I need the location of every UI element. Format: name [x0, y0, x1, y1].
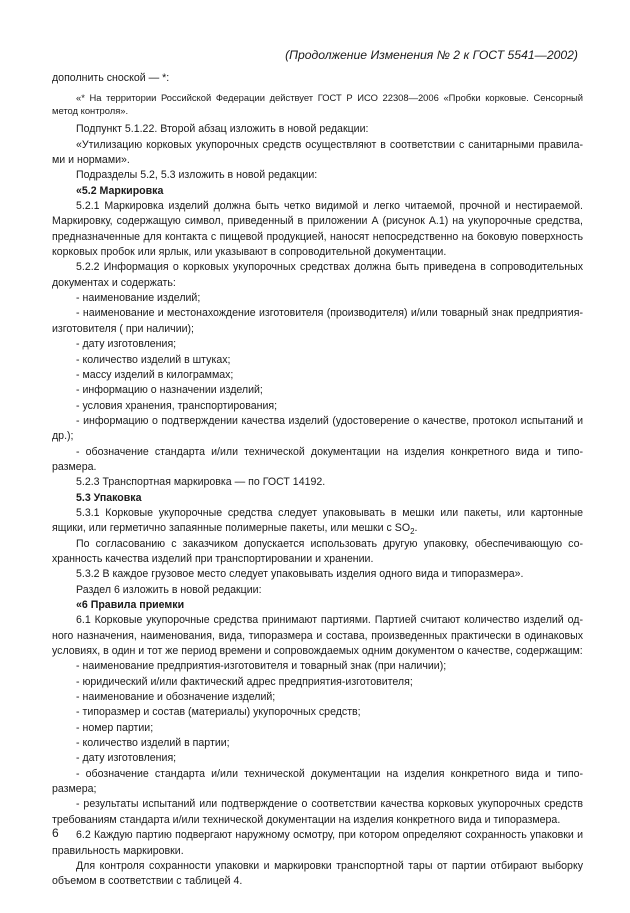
- paragraph: 5.2.1 Маркировка изделий должна быть четко видимой и легко читаемой, прочной и нестираемой. Маркировку, содержащую символ, приведенный в приложении А (рисунок А.1) на укупорочные средства, предназначенные для контакта с пищевой продукцией, наносят непосредственно на боковую поверхность корковых пробок или ярлык, или указывают в сопроводительной документации.: [52, 200, 583, 259]
- list-item: - обозначение стандарта и/или технической документации на изделия конкретного вида и типоразмера;: [52, 767, 583, 796]
- list-item: - количество изделий в партии;: [76, 737, 230, 750]
- paragraph: 5.2.3 Транспортная маркировка — по ГОСТ 14192.: [76, 476, 326, 489]
- paragraph-text: 5.3.1 Корковые укупорочные средства следует упаковывать в мешки или пакеты, или картонные ящики, или герметично запаянные полимерные пакеты, или мешки с SO: [52, 506, 583, 535]
- list-item: - дату изготовления;: [76, 338, 177, 351]
- section-heading: «5.2 Маркировка: [76, 184, 164, 197]
- list-item: - результаты испытаний или подтверждение о соответствии качества корковых укупорочных средств требованиям стандарта и/или технической документации на изделия конкретного вида и типоразмера.: [52, 798, 583, 826]
- section-heading: «6 Правила приемки: [76, 599, 185, 611]
- paragraph: По согласованию с заказчиком допускается использовать другую упаковку, обеспечивающую сохранность качества изделий при транспортировании и хранении.: [52, 537, 583, 565]
- paragraph: Раздел 6 изложить в новой редакции:: [76, 583, 262, 596]
- list-item: - массу изделий в килограммах;: [76, 368, 234, 381]
- footnote: «* На территории Российской Федерации действует ГОСТ Р ИСО 22308—2006 «Пробки корковые. Сенсорный метод контроля».: [52, 92, 583, 117]
- subscript: 2: [410, 527, 415, 537]
- list-item: - количество изделий в штуках;: [76, 353, 231, 366]
- list-item: - информацию о подтверждении качества изделий (удостоверение о качестве, протокол испытаний и др.);: [52, 414, 583, 443]
- list-item: - наименование и местонахождение изготовителя (производителя) и/или товарный знак предприятия-изготовителя ( при наличии);: [52, 307, 583, 335]
- paragraph: 5.3.2 В каждое грузовое место следует упаковывать изделия одного вида и типоразмера».: [76, 568, 524, 581]
- list-item: - номер партии;: [76, 721, 154, 734]
- document-body: [52, 71, 583, 890]
- list-item: - типоразмер и состав (материалы) укупорочных средств;: [76, 706, 361, 719]
- paragraph: Подразделы 5.2, 5.3 изложить в новой редакции:: [76, 169, 318, 182]
- list-item: - наименование изделий;: [76, 292, 201, 305]
- section-heading: 5.3 Упаковка: [76, 491, 142, 504]
- page-header: (Продолжение Изменения № 2 к ГОСТ 5541—2002): [285, 48, 578, 62]
- list-item: - дату изготовления;: [76, 752, 177, 765]
- paragraph: 6.2 Каждую партию подвергают наружному осмотру, при котором определяют сохранность упаковки и правильность маркировки.: [52, 829, 583, 857]
- page-number: 6: [52, 826, 59, 840]
- list-item: - юридический и/или фактический адрес предприятия-изготовителя;: [76, 675, 413, 688]
- paragraph: 6.1 Корковые укупорочные средства принимают партиями. Партией считают количество изделий одного назначения, наименования, вида, типоразмера и состава, произведенных практически в одинаковых условиях, в один и тот же период времени и сопровождаемых одним документом о качестве, содержащим:: [52, 614, 583, 658]
- list-item: - условия хранения, транспортирования;: [76, 399, 278, 412]
- list-item: - обозначение стандарта и/или технической документации на изделия конкретного вида и типоразмера.: [52, 445, 583, 473]
- list-item: - наименование и обозначение изделий;: [76, 691, 276, 704]
- list-item: - информацию о назначении изделий;: [76, 384, 263, 397]
- paragraph: Для контроля сохранности упаковки и маркировки транспортной тары от партии отбирают выборку объемом в соответствии с таблицей 4.: [52, 859, 583, 888]
- paragraph: Подпункт 5.1.22. Второй абзац изложить в новой редакции:: [76, 123, 369, 136]
- list-item: - наименование предприятия-изготовителя и товарный знак (при наличии);: [76, 660, 447, 673]
- paragraph-end: .: [414, 522, 418, 535]
- paragraph: дополнить сноской — *:: [52, 72, 170, 84]
- paragraph: 5.2.2 Информация о корковых укупорочных средствах должна быть приведена в сопроводительных документах и содержать:: [52, 261, 583, 289]
- paragraph: [52, 506, 583, 537]
- paragraph: «Утилизацию корковых укупорочных средств осуществляют в соответствии с санитарными правилами и нормами».: [52, 138, 583, 167]
